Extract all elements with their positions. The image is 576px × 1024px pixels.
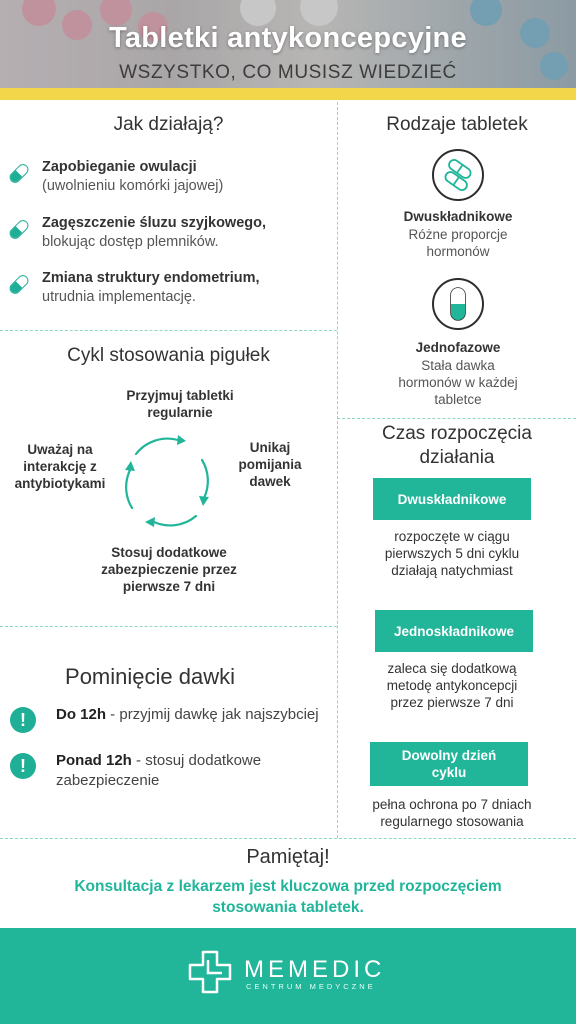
cycle-title: Cykl stosowania pigułek [67,345,270,366]
page-title: Tabletki antykoncepcyjne [108,22,467,54]
brand-logo-text: MEMEDIC [244,956,386,983]
section-divider [337,418,576,419]
pill-type-name: Dwuskładnikowe [403,209,513,224]
onset-title: Czas rozpoczęcia działania [382,423,532,468]
how-item: Zagęszczenie śluzu szyjkowego, blokując dostęp plemników. [42,215,267,250]
pill-type-name: Jednofazowe [415,340,501,355]
onset-label: Dwuskładnikowe [373,478,531,520]
how-item: Zapobieganie owulacji (uwolnieniu komórki jajowej) [42,159,224,194]
cycle-step-left: Uważaj na interakcję z antybiotykami [14,442,106,491]
column-divider [337,102,338,838]
onset-desc: rozpoczęte w ciągu pierwszych 5 dni cyklu działają natychmiast [384,529,520,578]
remember-title: Pamiętaj! [246,846,330,868]
onset-label: Jednoskładnikowe [375,610,533,652]
header-yellow-band [0,88,576,100]
capsule-icon [432,278,484,330]
pill-type-desc: Stała dawka hormonów w każdej tabletce [398,358,518,407]
exclamation-icon: ! [10,707,36,733]
how-it-works-title: Jak działają? [113,114,224,135]
pill-types-title: Rodzaje tabletek [386,114,528,135]
page-subtitle: WSZYSTKO, CO MUSISZ WIEDZIEĆ [119,62,457,83]
missed-dose-item: Ponad 12h - stosuj dodatkowe zabezpieczenie [56,752,262,789]
capsule-icon [7,218,30,241]
capsule-icon [7,273,30,296]
brand-tagline: CENTRUM MEDYCZNE [246,982,376,991]
header-banner [0,0,576,100]
pill-type-desc: Różne proporcje hormonów [408,227,508,259]
capsule-icon [7,162,30,185]
capsules-icon [432,149,484,201]
missed-dose-title: Pominięcie dawki [65,664,235,689]
section-divider [0,330,337,331]
onset-desc: zaleca się dodatkową metodę antykoncepcji przez pierwsze 7 dni [386,661,518,710]
consult-text: Konsultacja z lekarzem jest kluczowa przed rozpoczęciem stosowania tabletek. [74,878,502,916]
medical-cross-icon [186,948,234,996]
section-divider [0,626,337,627]
missed-dose-item: Do 12h - przyjmij dawkę jak najszybciej [56,706,319,723]
exclamation-icon: ! [10,753,36,779]
cycle-step-right: Unikaj pomijania dawek [238,440,302,489]
cycle-step-bottom: Stosuj dodatkowe zabezpieczenie przez pierwsze 7 dni [101,545,237,594]
onset-label: Dowolny dzień cyklu [370,742,528,786]
cycle-arrows-icon [116,428,222,534]
how-item: Zmiana struktury endometrium, utrudnia implementację. [42,270,260,305]
section-divider [0,838,576,839]
onset-desc: pełna ochrona po 7 dniach regularnego stosowania [372,797,532,829]
cycle-step-top: Przyjmuj tabletki regularnie [126,388,234,420]
